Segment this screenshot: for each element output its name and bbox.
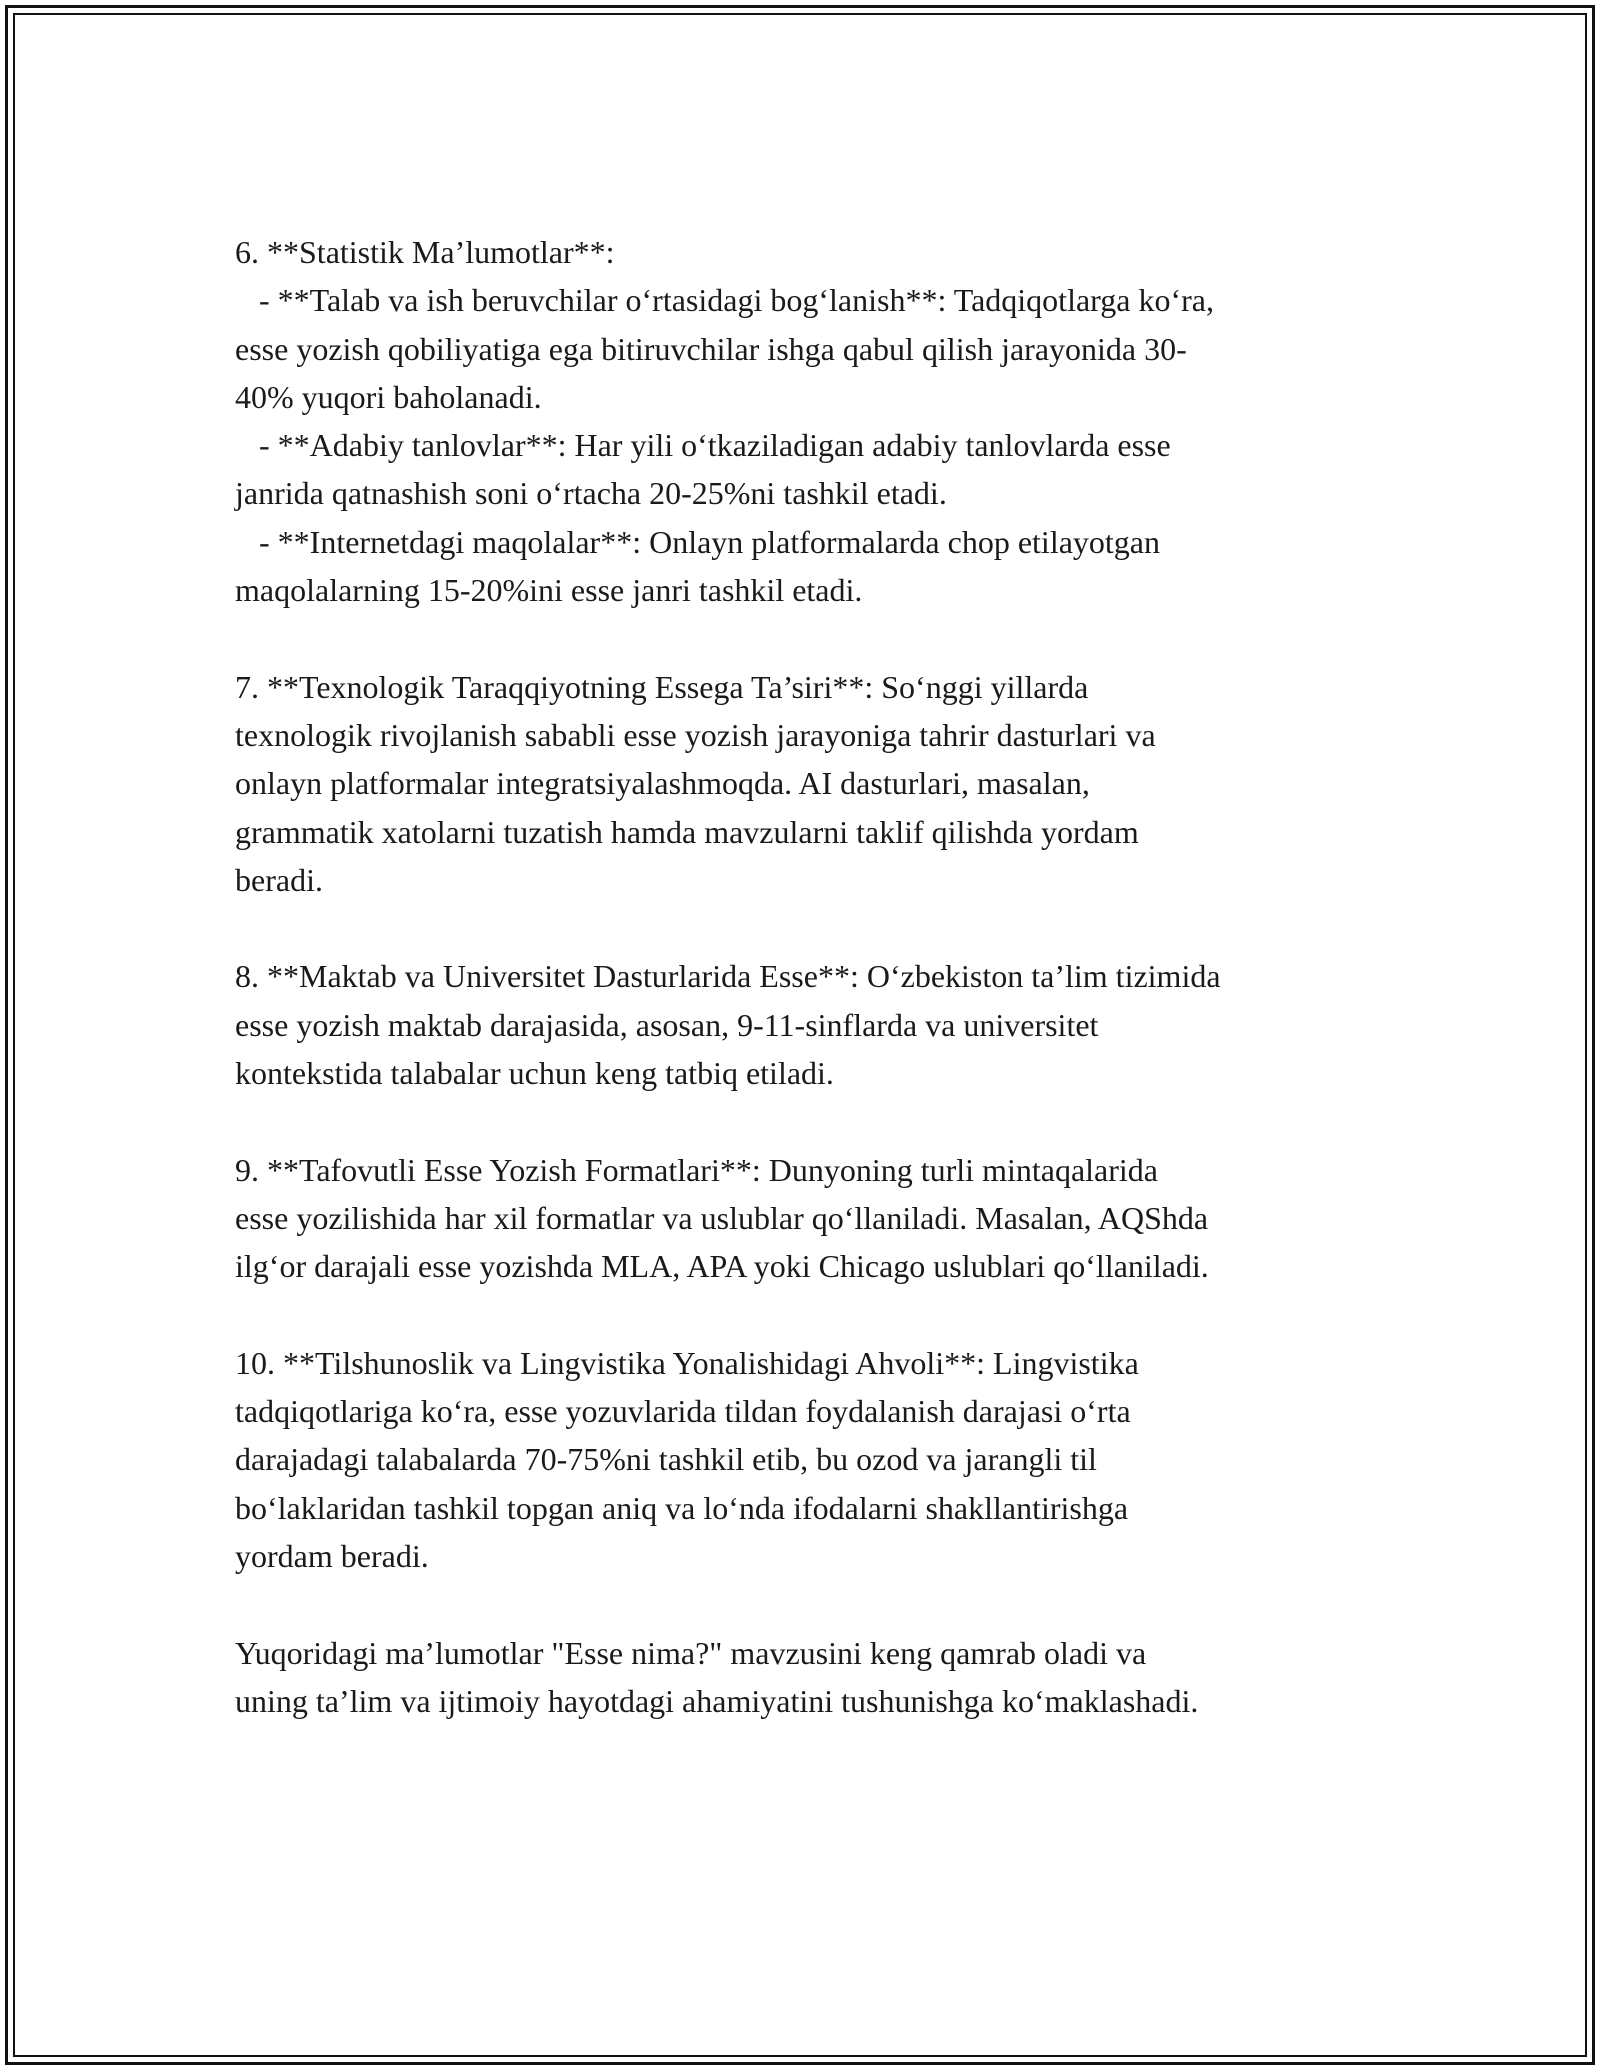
paragraph-4 — [235, 1146, 1375, 1291]
text-line: esse yozish maktab darajasida, asosan, 9-11-sinflarda va universitet — [235, 1006, 1099, 1043]
paragraph-gap — [235, 1291, 1375, 1339]
text-line: janrida qatnashish soni o‘rtacha 20-25%ni tashkil etadi. — [235, 475, 947, 512]
paragraph-5 — [235, 1339, 1375, 1580]
paragraph-1 — [235, 228, 1375, 614]
text-line: bo‘laklaridan tashkil topgan aniq va lo‘nda ifodalarni shakllantirishga — [235, 1489, 1129, 1526]
text-line: 7. **Texnologik Taraqqiyotning Essega Ta’siri**: So‘nggi yillarda — [235, 668, 1089, 705]
text-line: kontekstida talabalar uchun keng tatbiq etiladi. — [235, 1055, 834, 1092]
paragraph-3 — [235, 952, 1375, 1097]
text-line: tadqiqotlariga ko‘ra, esse yozuvlarida tildan foydalanish darajasi o‘rta — [235, 1393, 1131, 1430]
text-line: 10. **Tilshunoslik va Lingvistika Yonalishidagi Ahvoli**: Lingvistika — [235, 1344, 1139, 1381]
text-line: grammatik xatolarni tuzatish hamda mavzularni taklif qilishda yordam — [235, 813, 1139, 850]
text-line: yordam beradi. — [235, 1538, 429, 1575]
text-line: 40% yuqori baholanadi. — [235, 378, 542, 415]
paragraph-2 — [235, 663, 1375, 904]
text-line: 9. **Tafovutli Esse Yozish Formatlari**: Dunyoning turli mintaqalarida — [235, 1151, 1158, 1188]
text-line: darajadagi talabalarda 70-75%ni tashkil etib, bu ozod va jarangli til — [235, 1441, 1097, 1478]
text-line: 6. **Statistik Ma’lumotlar**: — [235, 234, 615, 270]
text-line: maqolalarning 15-20%ini esse janri tashkil etadi. — [235, 572, 863, 609]
text-line: esse yozilishida har xil formatlar va uslublar qo‘llaniladi. Masalan, AQShda — [235, 1199, 1209, 1236]
paragraph-gap — [235, 614, 1375, 662]
text-line: onlayn platformalar integratsiyalashmoqda. AI dasturlari, masalan, — [235, 765, 1090, 802]
paragraph-gap — [235, 904, 1375, 952]
paragraph-gap — [235, 1097, 1375, 1145]
document-body — [235, 228, 1375, 1725]
text-line: uning ta’lim va ijtimoiy hayotdagi ahamiyatini tushunishga ko‘maklashadi. — [235, 1682, 1199, 1719]
text-line: - **Talab va ish beruvchilar o‘rtasidagi bog‘lanish**: Tadqiqotlarga ko‘ra, — [235, 282, 1214, 319]
text-line: - **Adabiy tanlovlar**: Har yili o‘tkaziladigan adabiy tanlovlarda esse — [235, 427, 1171, 464]
text-line: texnologik rivojlanish sababli esse yozish jarayoniga tahrir dasturlari va — [235, 716, 1156, 753]
paragraph-gap — [235, 1580, 1375, 1628]
text-line: Yuqoridagi ma’lumotlar "Esse nima?" mavzusini keng qamrab oladi va — [235, 1634, 1147, 1671]
text-line: ilg‘or darajali esse yozishda MLA, APA yoki Chicago uslublari qo‘llaniladi. — [235, 1248, 1209, 1285]
text-line: esse yozish qobiliyatiga ega bitiruvchilar ishga qabul qilish jarayonida 30- — [235, 330, 1187, 367]
paragraph-6 — [235, 1629, 1375, 1726]
text-line: beradi. — [235, 861, 323, 898]
text-line: - **Internetdagi maqolalar**: Onlayn platformalarda chop etilayotgan — [235, 523, 1160, 560]
text-line: 8. **Maktab va Universitet Dasturlarida Esse**: O‘zbekiston ta’lim tizimida — [235, 958, 1221, 995]
